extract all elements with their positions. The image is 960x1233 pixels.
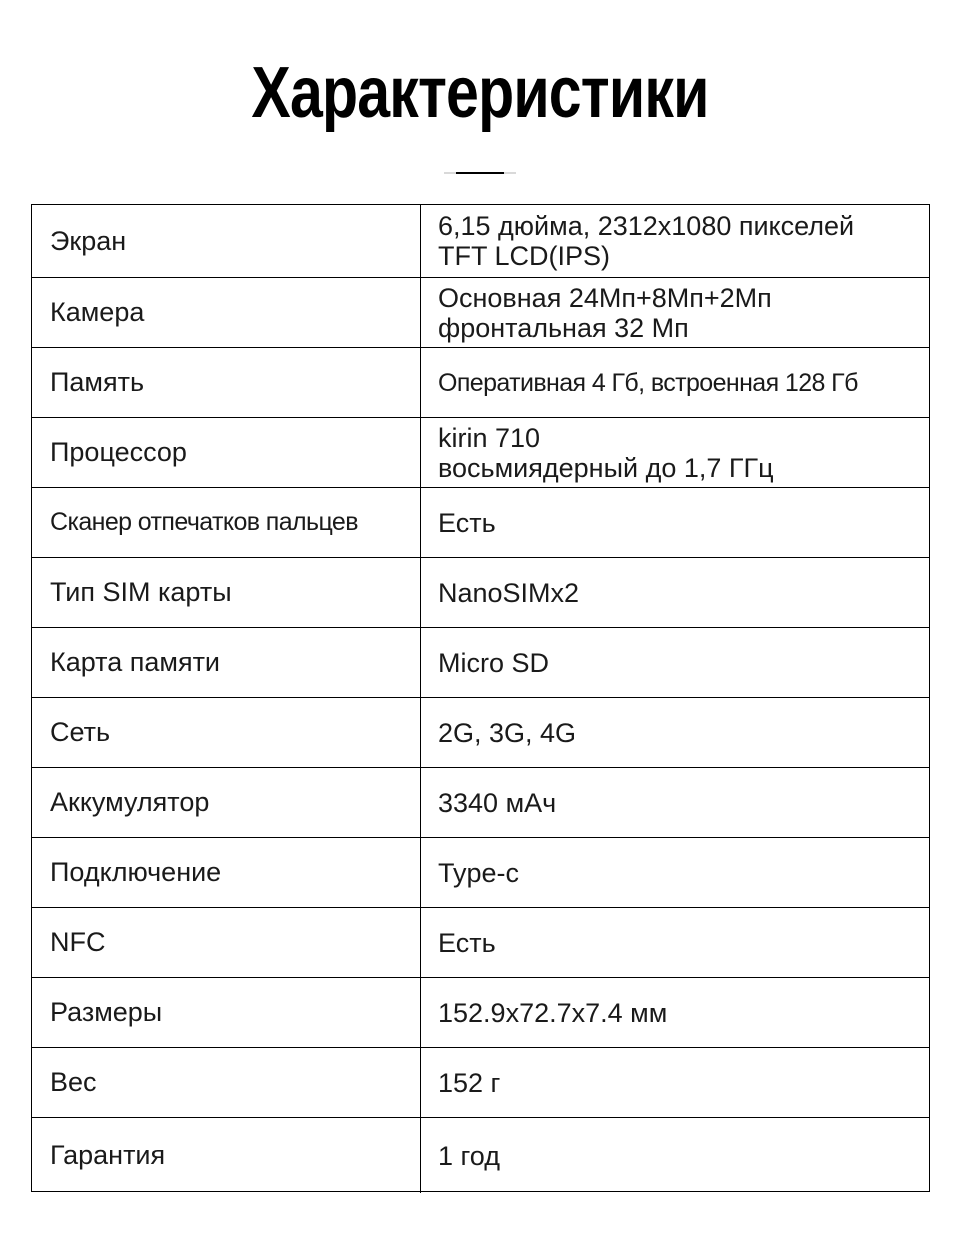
spec-value (421, 205, 929, 277)
spec-label (32, 1118, 421, 1193)
spec-label-text: Тип SIM карты (50, 577, 232, 607)
spec-value-line: Основная 24Мп+8Мп+2Мп (438, 282, 772, 313)
spec-value-line: фронтальная 32 Мп (438, 312, 689, 343)
spec-value (421, 838, 929, 907)
spec-label (32, 838, 421, 907)
spec-label (32, 768, 421, 837)
spec-label (32, 278, 421, 347)
spec-label (32, 558, 421, 627)
table-row (32, 347, 929, 417)
spec-value (421, 278, 929, 347)
spec-label-text: Подключение (50, 857, 222, 887)
spec-label (32, 488, 421, 557)
table-row (32, 627, 929, 697)
spec-value (421, 628, 929, 697)
spec-value (421, 348, 929, 417)
spec-value-line: Type-c (438, 857, 520, 888)
table-row (32, 1047, 929, 1117)
spec-table (31, 204, 930, 1192)
spec-value-line: Есть (438, 927, 496, 958)
spec-label (32, 418, 421, 487)
spec-value-line: восьмиядерный до 1,7 ГГц (438, 452, 774, 483)
spec-label-text: Экран (50, 225, 127, 256)
spec-label (32, 1048, 421, 1117)
spec-value-line: kirin 710 (438, 422, 541, 453)
spec-value-line: NanoSIMx2 (438, 577, 580, 608)
spec-value-line: TFT LCD(IPS) (438, 241, 611, 271)
spec-value-line: Оперативная 4 Гб, встроенная 128 Гб (438, 368, 858, 397)
spec-label-text: Процессор (50, 437, 187, 467)
spec-label-text: Размеры (50, 997, 163, 1027)
table-row (32, 417, 929, 487)
spec-label (32, 348, 421, 417)
spec-label-text: Память (50, 367, 145, 397)
spec-label-text: Сканер отпечатков пальцев (50, 508, 358, 536)
spec-value-line: Есть (438, 507, 496, 538)
spec-label-text: Гарантия (50, 1140, 166, 1170)
spec-value-line: 2G, 3G, 4G (438, 717, 577, 748)
spec-label-text: Сеть (50, 717, 111, 747)
table-row (32, 837, 929, 907)
spec-label-text: Аккумулятор (50, 787, 210, 817)
table-row (32, 907, 929, 977)
table-row (32, 767, 929, 837)
spec-value-line: 152 г (438, 1067, 501, 1098)
spec-value (421, 908, 929, 977)
spec-value-line: 152.9x72.7x7.4 мм (438, 997, 668, 1028)
spec-value-line: Micro SD (438, 647, 550, 678)
spec-value (421, 488, 929, 557)
table-row (32, 487, 929, 557)
spec-label (32, 628, 421, 697)
spec-value (421, 1048, 929, 1117)
spec-value (421, 698, 929, 767)
spec-label (32, 908, 421, 977)
title-divider (444, 172, 516, 174)
table-row (32, 1117, 929, 1193)
spec-label-text: NFC (50, 927, 106, 957)
spec-label-text: Камера (50, 297, 145, 327)
spec-value (421, 768, 929, 837)
spec-label-text: Вес (50, 1067, 97, 1097)
spec-value (421, 1118, 929, 1193)
spec-value (421, 418, 929, 487)
table-row (32, 557, 929, 627)
spec-value-line: 6,15 дюйма, 2312x1080 пикселей (438, 211, 855, 241)
spec-value-line: 3340 мАч (438, 787, 557, 818)
spec-value (421, 978, 929, 1047)
page-title: Характеристики (251, 53, 709, 133)
spec-label (32, 205, 421, 277)
spec-label (32, 698, 421, 767)
table-row (32, 277, 929, 347)
table-row (32, 977, 929, 1047)
spec-label-text: Карта памяти (50, 647, 221, 677)
spec-label (32, 978, 421, 1047)
table-row (32, 697, 929, 767)
spec-value (421, 558, 929, 627)
table-row (32, 205, 929, 277)
spec-value-line: 1 год (438, 1140, 500, 1171)
